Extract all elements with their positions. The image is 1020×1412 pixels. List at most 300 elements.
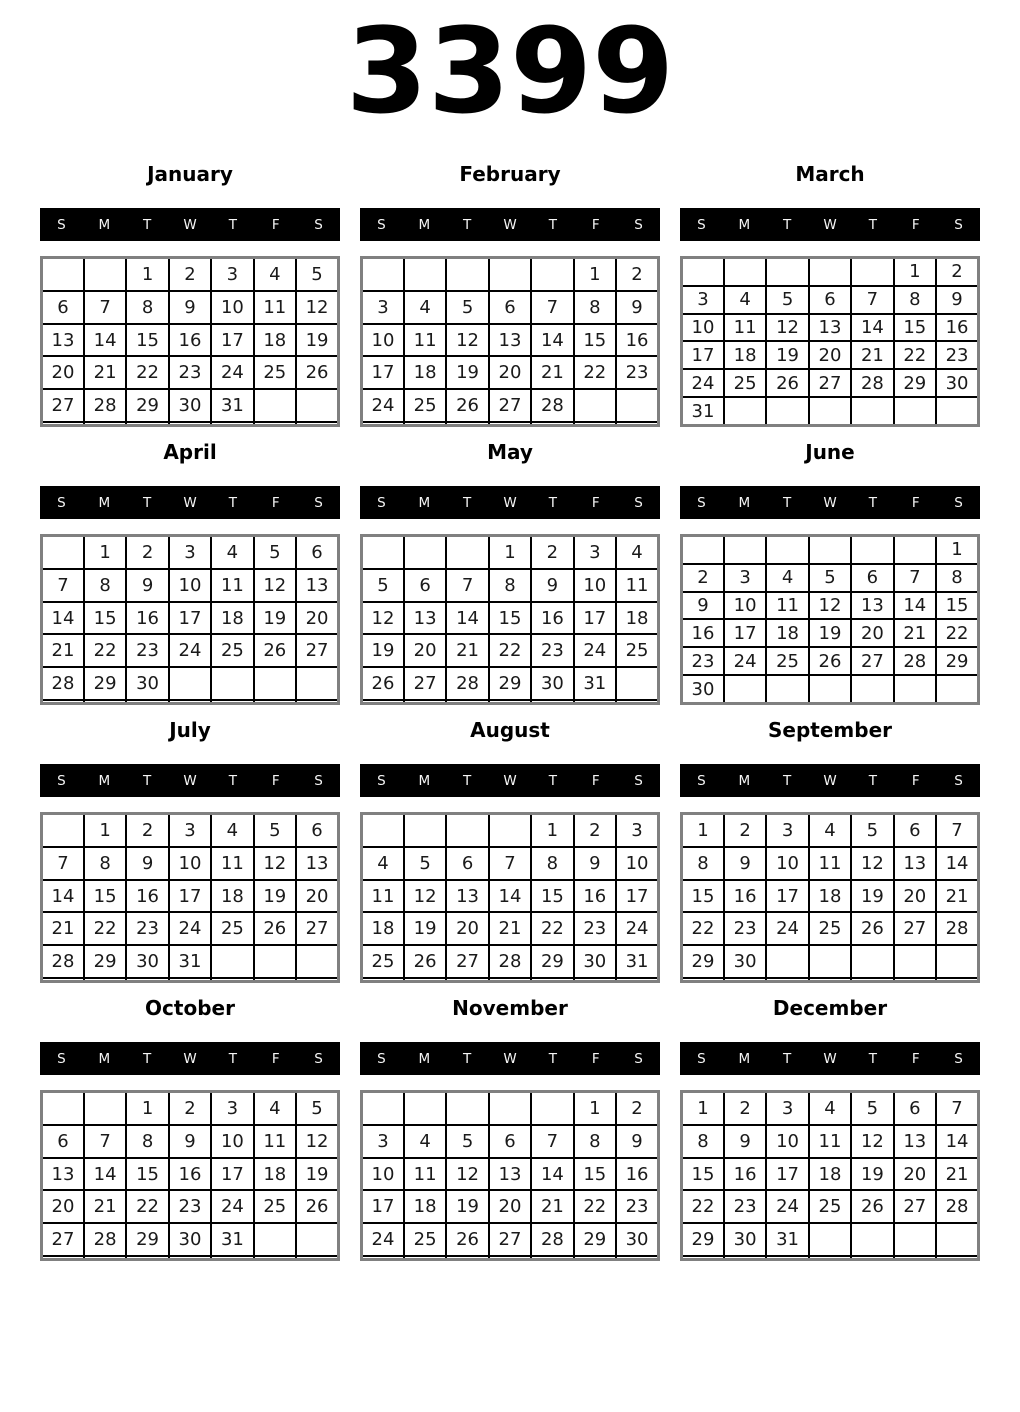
day-cell: 1 <box>574 1092 616 1125</box>
empty-day-cell <box>851 536 893 564</box>
weekday-letter: T <box>783 772 792 789</box>
day-cell: 25 <box>404 1223 446 1256</box>
day-cell: 5 <box>404 847 446 880</box>
month-days-table <box>40 534 340 705</box>
weekday-letter: W <box>823 772 837 789</box>
weekday-header-bar <box>680 486 980 519</box>
empty-day-cell <box>404 258 446 291</box>
day-cell: 24 <box>211 356 253 389</box>
day-cell: 12 <box>362 602 404 635</box>
day-cell: 29 <box>84 667 126 700</box>
day-cell: 28 <box>936 1190 978 1223</box>
day-cell: 13 <box>894 847 936 880</box>
day-cell: 30 <box>531 667 573 700</box>
week-row <box>42 1125 339 1158</box>
weekday-letter: T <box>463 494 472 511</box>
week-row <box>42 324 339 357</box>
weekday-letter: W <box>503 494 517 511</box>
weekday-letter: S <box>377 216 386 233</box>
empty-day-cell <box>362 978 404 982</box>
day-cell: 20 <box>851 619 893 647</box>
weekday-letter: S <box>314 494 323 511</box>
day-cell: 1 <box>126 258 168 291</box>
week-row <box>682 258 979 286</box>
day-cell: 28 <box>84 389 126 422</box>
empty-day-cell <box>254 1256 296 1260</box>
day-cell: 2 <box>724 814 766 847</box>
day-cell: 9 <box>169 291 211 324</box>
day-cell: 3 <box>724 564 766 592</box>
weekday-header-bar <box>360 208 660 241</box>
day-cell: 15 <box>574 324 616 357</box>
day-cell: 13 <box>809 314 851 342</box>
empty-day-cell <box>404 1256 446 1260</box>
day-cell: 11 <box>404 324 446 357</box>
month-name: August <box>470 718 550 742</box>
day-cell: 22 <box>682 1190 724 1223</box>
weekday-header-bar <box>360 486 660 519</box>
day-cell: 25 <box>809 912 851 945</box>
empty-day-cell <box>936 397 978 425</box>
empty-day-cell <box>296 389 338 422</box>
day-cell: 26 <box>446 1223 488 1256</box>
day-cell: 26 <box>809 647 851 675</box>
day-cell: 26 <box>254 634 296 667</box>
day-cell: 13 <box>851 592 893 620</box>
day-cell: 3 <box>211 1092 253 1125</box>
day-cell: 6 <box>446 847 488 880</box>
day-cell: 24 <box>211 1190 253 1223</box>
day-cell: 1 <box>936 536 978 564</box>
empty-day-cell <box>211 978 253 982</box>
month-days-table <box>40 812 340 983</box>
month-days-table <box>360 256 660 427</box>
month-days-body <box>42 814 339 982</box>
month-name: November <box>452 996 568 1020</box>
day-cell: 2 <box>616 1092 658 1125</box>
day-cell: 3 <box>574 536 616 569</box>
day-cell: 29 <box>682 945 724 978</box>
day-cell: 20 <box>404 634 446 667</box>
weekday-letter: S <box>57 494 66 511</box>
empty-day-cell <box>809 258 851 286</box>
week-row <box>682 647 979 675</box>
month-days-table <box>680 534 980 705</box>
week-row <box>362 422 659 426</box>
empty-day-cell <box>126 700 168 704</box>
day-cell: 16 <box>531 602 573 635</box>
day-cell: 19 <box>851 880 893 913</box>
day-cell: 11 <box>809 1125 851 1158</box>
day-cell: 28 <box>446 667 488 700</box>
day-cell: 22 <box>84 634 126 667</box>
day-cell: 25 <box>254 1190 296 1223</box>
week-row <box>42 356 339 389</box>
empty-day-cell <box>489 1092 531 1125</box>
empty-day-cell <box>404 978 446 982</box>
weekday-header-bar <box>40 208 340 241</box>
empty-day-cell <box>42 536 84 569</box>
day-cell: 9 <box>724 847 766 880</box>
empty-day-cell <box>126 978 168 982</box>
empty-day-cell <box>766 536 808 564</box>
empty-day-cell <box>616 667 658 700</box>
day-cell: 4 <box>404 291 446 324</box>
empty-day-cell <box>616 978 658 982</box>
year-title: 3399 <box>345 2 675 140</box>
month-block <box>40 994 340 1261</box>
day-cell: 9 <box>169 1125 211 1158</box>
empty-day-cell <box>42 258 84 291</box>
empty-day-cell <box>531 422 573 426</box>
weekday-letter: F <box>271 494 280 511</box>
day-cell: 14 <box>84 1158 126 1191</box>
weekday-letter: S <box>697 1050 706 1067</box>
week-row <box>42 912 339 945</box>
day-cell: 10 <box>169 847 211 880</box>
empty-day-cell <box>362 1092 404 1125</box>
empty-day-cell <box>809 536 851 564</box>
day-cell: 21 <box>42 912 84 945</box>
empty-day-cell <box>254 945 296 978</box>
weekday-letter: T <box>783 1050 792 1067</box>
day-cell: 22 <box>531 912 573 945</box>
week-row <box>362 847 659 880</box>
day-cell: 12 <box>446 1158 488 1191</box>
day-cell: 30 <box>169 1223 211 1256</box>
empty-day-cell <box>211 667 253 700</box>
day-cell: 10 <box>211 1125 253 1158</box>
day-cell: 17 <box>574 602 616 635</box>
week-row <box>682 847 979 880</box>
day-cell: 9 <box>936 286 978 314</box>
day-cell: 3 <box>211 258 253 291</box>
month-days-body <box>42 1092 339 1260</box>
day-cell: 4 <box>211 814 253 847</box>
empty-day-cell <box>489 422 531 426</box>
day-cell: 21 <box>42 634 84 667</box>
day-cell: 26 <box>446 389 488 422</box>
weekday-letter: S <box>954 216 963 233</box>
week-row <box>682 1256 979 1260</box>
weekday-letter: S <box>954 494 963 511</box>
empty-day-cell <box>936 945 978 978</box>
day-cell: 9 <box>724 1125 766 1158</box>
weekday-letter: M <box>738 772 751 789</box>
day-cell: 8 <box>489 569 531 602</box>
empty-day-cell <box>936 1223 978 1256</box>
day-cell: 23 <box>574 912 616 945</box>
day-cell: 16 <box>616 1158 658 1191</box>
day-cell: 1 <box>682 814 724 847</box>
day-cell: 28 <box>851 369 893 397</box>
day-cell: 10 <box>574 569 616 602</box>
day-cell: 23 <box>169 1190 211 1223</box>
day-cell: 20 <box>489 356 531 389</box>
empty-day-cell <box>211 422 253 426</box>
day-cell: 29 <box>489 667 531 700</box>
day-cell: 12 <box>766 314 808 342</box>
day-cell: 3 <box>362 291 404 324</box>
day-cell: 9 <box>531 569 573 602</box>
day-cell: 19 <box>446 356 488 389</box>
weekday-letter: T <box>548 772 557 789</box>
day-cell: 8 <box>531 847 573 880</box>
day-cell: 1 <box>894 258 936 286</box>
day-cell: 7 <box>489 847 531 880</box>
day-cell: 27 <box>851 647 893 675</box>
empty-day-cell <box>531 258 573 291</box>
weekday-letter: M <box>738 494 751 511</box>
empty-day-cell <box>766 675 808 703</box>
day-cell: 2 <box>169 1092 211 1125</box>
day-cell: 15 <box>531 880 573 913</box>
empty-day-cell <box>894 397 936 425</box>
day-cell: 25 <box>211 912 253 945</box>
day-cell: 15 <box>126 1158 168 1191</box>
month-block <box>360 716 660 983</box>
empty-day-cell <box>362 422 404 426</box>
weekday-letter: S <box>697 216 706 233</box>
week-row <box>42 536 339 569</box>
weekday-letter: M <box>98 772 111 789</box>
day-cell: 24 <box>724 647 766 675</box>
day-cell: 9 <box>126 569 168 602</box>
day-cell: 13 <box>42 1158 84 1191</box>
empty-day-cell <box>724 258 766 286</box>
week-row <box>682 945 979 978</box>
day-cell: 8 <box>682 847 724 880</box>
empty-day-cell <box>254 978 296 982</box>
day-cell: 19 <box>851 1158 893 1191</box>
empty-day-cell <box>936 978 978 982</box>
month-block <box>40 160 340 427</box>
day-cell: 7 <box>84 1125 126 1158</box>
month-block <box>40 438 340 705</box>
day-cell: 15 <box>574 1158 616 1191</box>
day-cell: 3 <box>616 814 658 847</box>
day-cell: 14 <box>446 602 488 635</box>
empty-day-cell <box>809 675 851 703</box>
day-cell: 6 <box>296 536 338 569</box>
day-cell: 31 <box>574 667 616 700</box>
month-block <box>680 716 980 983</box>
empty-day-cell <box>851 945 893 978</box>
day-cell: 27 <box>446 945 488 978</box>
empty-day-cell <box>531 1092 573 1125</box>
day-cell: 17 <box>616 880 658 913</box>
weekday-letter: S <box>377 494 386 511</box>
empty-day-cell <box>254 389 296 422</box>
empty-day-cell <box>809 945 851 978</box>
month-days-body <box>682 1092 979 1260</box>
week-row <box>42 1256 339 1260</box>
day-cell: 3 <box>766 1092 808 1125</box>
empty-day-cell <box>296 1256 338 1260</box>
empty-day-cell <box>616 422 658 426</box>
day-cell: 4 <box>254 258 296 291</box>
week-row <box>362 880 659 913</box>
weekday-letter: T <box>143 216 152 233</box>
weekday-letter: M <box>98 494 111 511</box>
week-row <box>42 1158 339 1191</box>
day-cell: 20 <box>42 356 84 389</box>
empty-day-cell <box>936 1256 978 1260</box>
day-cell: 10 <box>724 592 766 620</box>
empty-day-cell <box>362 258 404 291</box>
day-cell: 16 <box>574 880 616 913</box>
empty-day-cell <box>616 1256 658 1260</box>
empty-day-cell <box>851 1223 893 1256</box>
week-row <box>42 569 339 602</box>
day-cell: 18 <box>809 1158 851 1191</box>
day-cell: 14 <box>84 324 126 357</box>
week-row <box>362 912 659 945</box>
day-cell: 15 <box>126 324 168 357</box>
weekday-letter: W <box>183 1050 197 1067</box>
empty-day-cell <box>894 978 936 982</box>
day-cell: 18 <box>766 619 808 647</box>
day-cell: 2 <box>126 536 168 569</box>
day-cell: 23 <box>682 647 724 675</box>
day-cell: 21 <box>489 912 531 945</box>
day-cell: 16 <box>724 1158 766 1191</box>
day-cell: 1 <box>682 1092 724 1125</box>
weekday-letter: T <box>783 494 792 511</box>
day-cell: 11 <box>616 569 658 602</box>
empty-day-cell <box>809 1256 851 1260</box>
empty-day-cell <box>446 978 488 982</box>
day-cell: 14 <box>894 592 936 620</box>
weekday-letter: F <box>591 1050 600 1067</box>
month-block <box>680 994 980 1261</box>
week-row <box>682 397 979 425</box>
empty-day-cell <box>362 536 404 569</box>
week-row <box>42 1190 339 1223</box>
day-cell: 22 <box>126 356 168 389</box>
day-cell: 10 <box>766 1125 808 1158</box>
empty-day-cell <box>211 700 253 704</box>
months-grid <box>0 160 1020 1261</box>
weekday-letter: T <box>868 216 877 233</box>
day-cell: 29 <box>574 1223 616 1256</box>
day-cell: 4 <box>809 1092 851 1125</box>
day-cell: 7 <box>531 291 573 324</box>
day-cell: 6 <box>851 564 893 592</box>
day-cell: 4 <box>809 814 851 847</box>
day-cell: 19 <box>766 341 808 369</box>
month-days-table <box>40 256 340 427</box>
day-cell: 5 <box>446 291 488 324</box>
empty-day-cell <box>404 814 446 847</box>
day-cell: 7 <box>42 847 84 880</box>
day-cell: 4 <box>254 1092 296 1125</box>
empty-day-cell <box>446 814 488 847</box>
day-cell: 20 <box>809 341 851 369</box>
day-cell: 30 <box>724 1223 766 1256</box>
empty-day-cell <box>362 814 404 847</box>
weekday-letter: M <box>418 216 431 233</box>
day-cell: 27 <box>42 389 84 422</box>
day-cell: 3 <box>169 814 211 847</box>
day-cell: 29 <box>126 1223 168 1256</box>
weekday-letter: T <box>548 216 557 233</box>
day-cell: 27 <box>296 634 338 667</box>
empty-day-cell <box>766 258 808 286</box>
weekday-letter: S <box>57 216 66 233</box>
day-cell: 21 <box>851 341 893 369</box>
empty-day-cell <box>84 1256 126 1260</box>
day-cell: 2 <box>682 564 724 592</box>
weekday-letter: F <box>591 772 600 789</box>
empty-day-cell <box>574 978 616 982</box>
empty-day-cell <box>574 389 616 422</box>
day-cell: 1 <box>574 258 616 291</box>
empty-day-cell <box>766 945 808 978</box>
week-row <box>42 880 339 913</box>
empty-day-cell <box>169 1256 211 1260</box>
empty-day-cell <box>169 422 211 426</box>
day-cell: 11 <box>724 314 766 342</box>
month-days-table <box>680 812 980 983</box>
day-cell: 19 <box>254 880 296 913</box>
month-days-body <box>42 258 339 426</box>
weekday-letter: W <box>503 1050 517 1067</box>
empty-day-cell <box>42 978 84 982</box>
day-cell: 12 <box>254 569 296 602</box>
empty-day-cell <box>809 978 851 982</box>
day-cell: 18 <box>616 602 658 635</box>
empty-day-cell <box>531 700 573 704</box>
day-cell: 20 <box>296 880 338 913</box>
day-cell: 6 <box>894 814 936 847</box>
day-cell: 12 <box>296 1125 338 1158</box>
day-cell: 9 <box>574 847 616 880</box>
day-cell: 5 <box>254 536 296 569</box>
weekday-letter: M <box>738 216 751 233</box>
month-name: April <box>163 440 217 464</box>
day-cell: 10 <box>211 291 253 324</box>
month-block <box>360 438 660 705</box>
day-cell: 23 <box>616 1190 658 1223</box>
day-cell: 12 <box>404 880 446 913</box>
week-row <box>42 978 339 982</box>
week-row <box>42 667 339 700</box>
weekday-letter: S <box>954 772 963 789</box>
empty-day-cell <box>446 1256 488 1260</box>
day-cell: 28 <box>936 912 978 945</box>
day-cell: 30 <box>682 675 724 703</box>
weekday-letter: M <box>98 1050 111 1067</box>
week-row <box>42 814 339 847</box>
day-cell: 4 <box>724 286 766 314</box>
weekday-letter: S <box>634 216 643 233</box>
day-cell: 13 <box>296 847 338 880</box>
empty-day-cell <box>809 397 851 425</box>
month-days-body <box>682 258 979 426</box>
empty-day-cell <box>126 1256 168 1260</box>
day-cell: 19 <box>404 912 446 945</box>
month-block <box>40 716 340 983</box>
empty-day-cell <box>574 700 616 704</box>
empty-day-cell <box>404 536 446 569</box>
day-cell: 22 <box>894 341 936 369</box>
day-cell: 7 <box>894 564 936 592</box>
weekday-letter: M <box>98 216 111 233</box>
day-cell: 13 <box>296 569 338 602</box>
day-cell: 19 <box>254 602 296 635</box>
day-cell: 15 <box>936 592 978 620</box>
